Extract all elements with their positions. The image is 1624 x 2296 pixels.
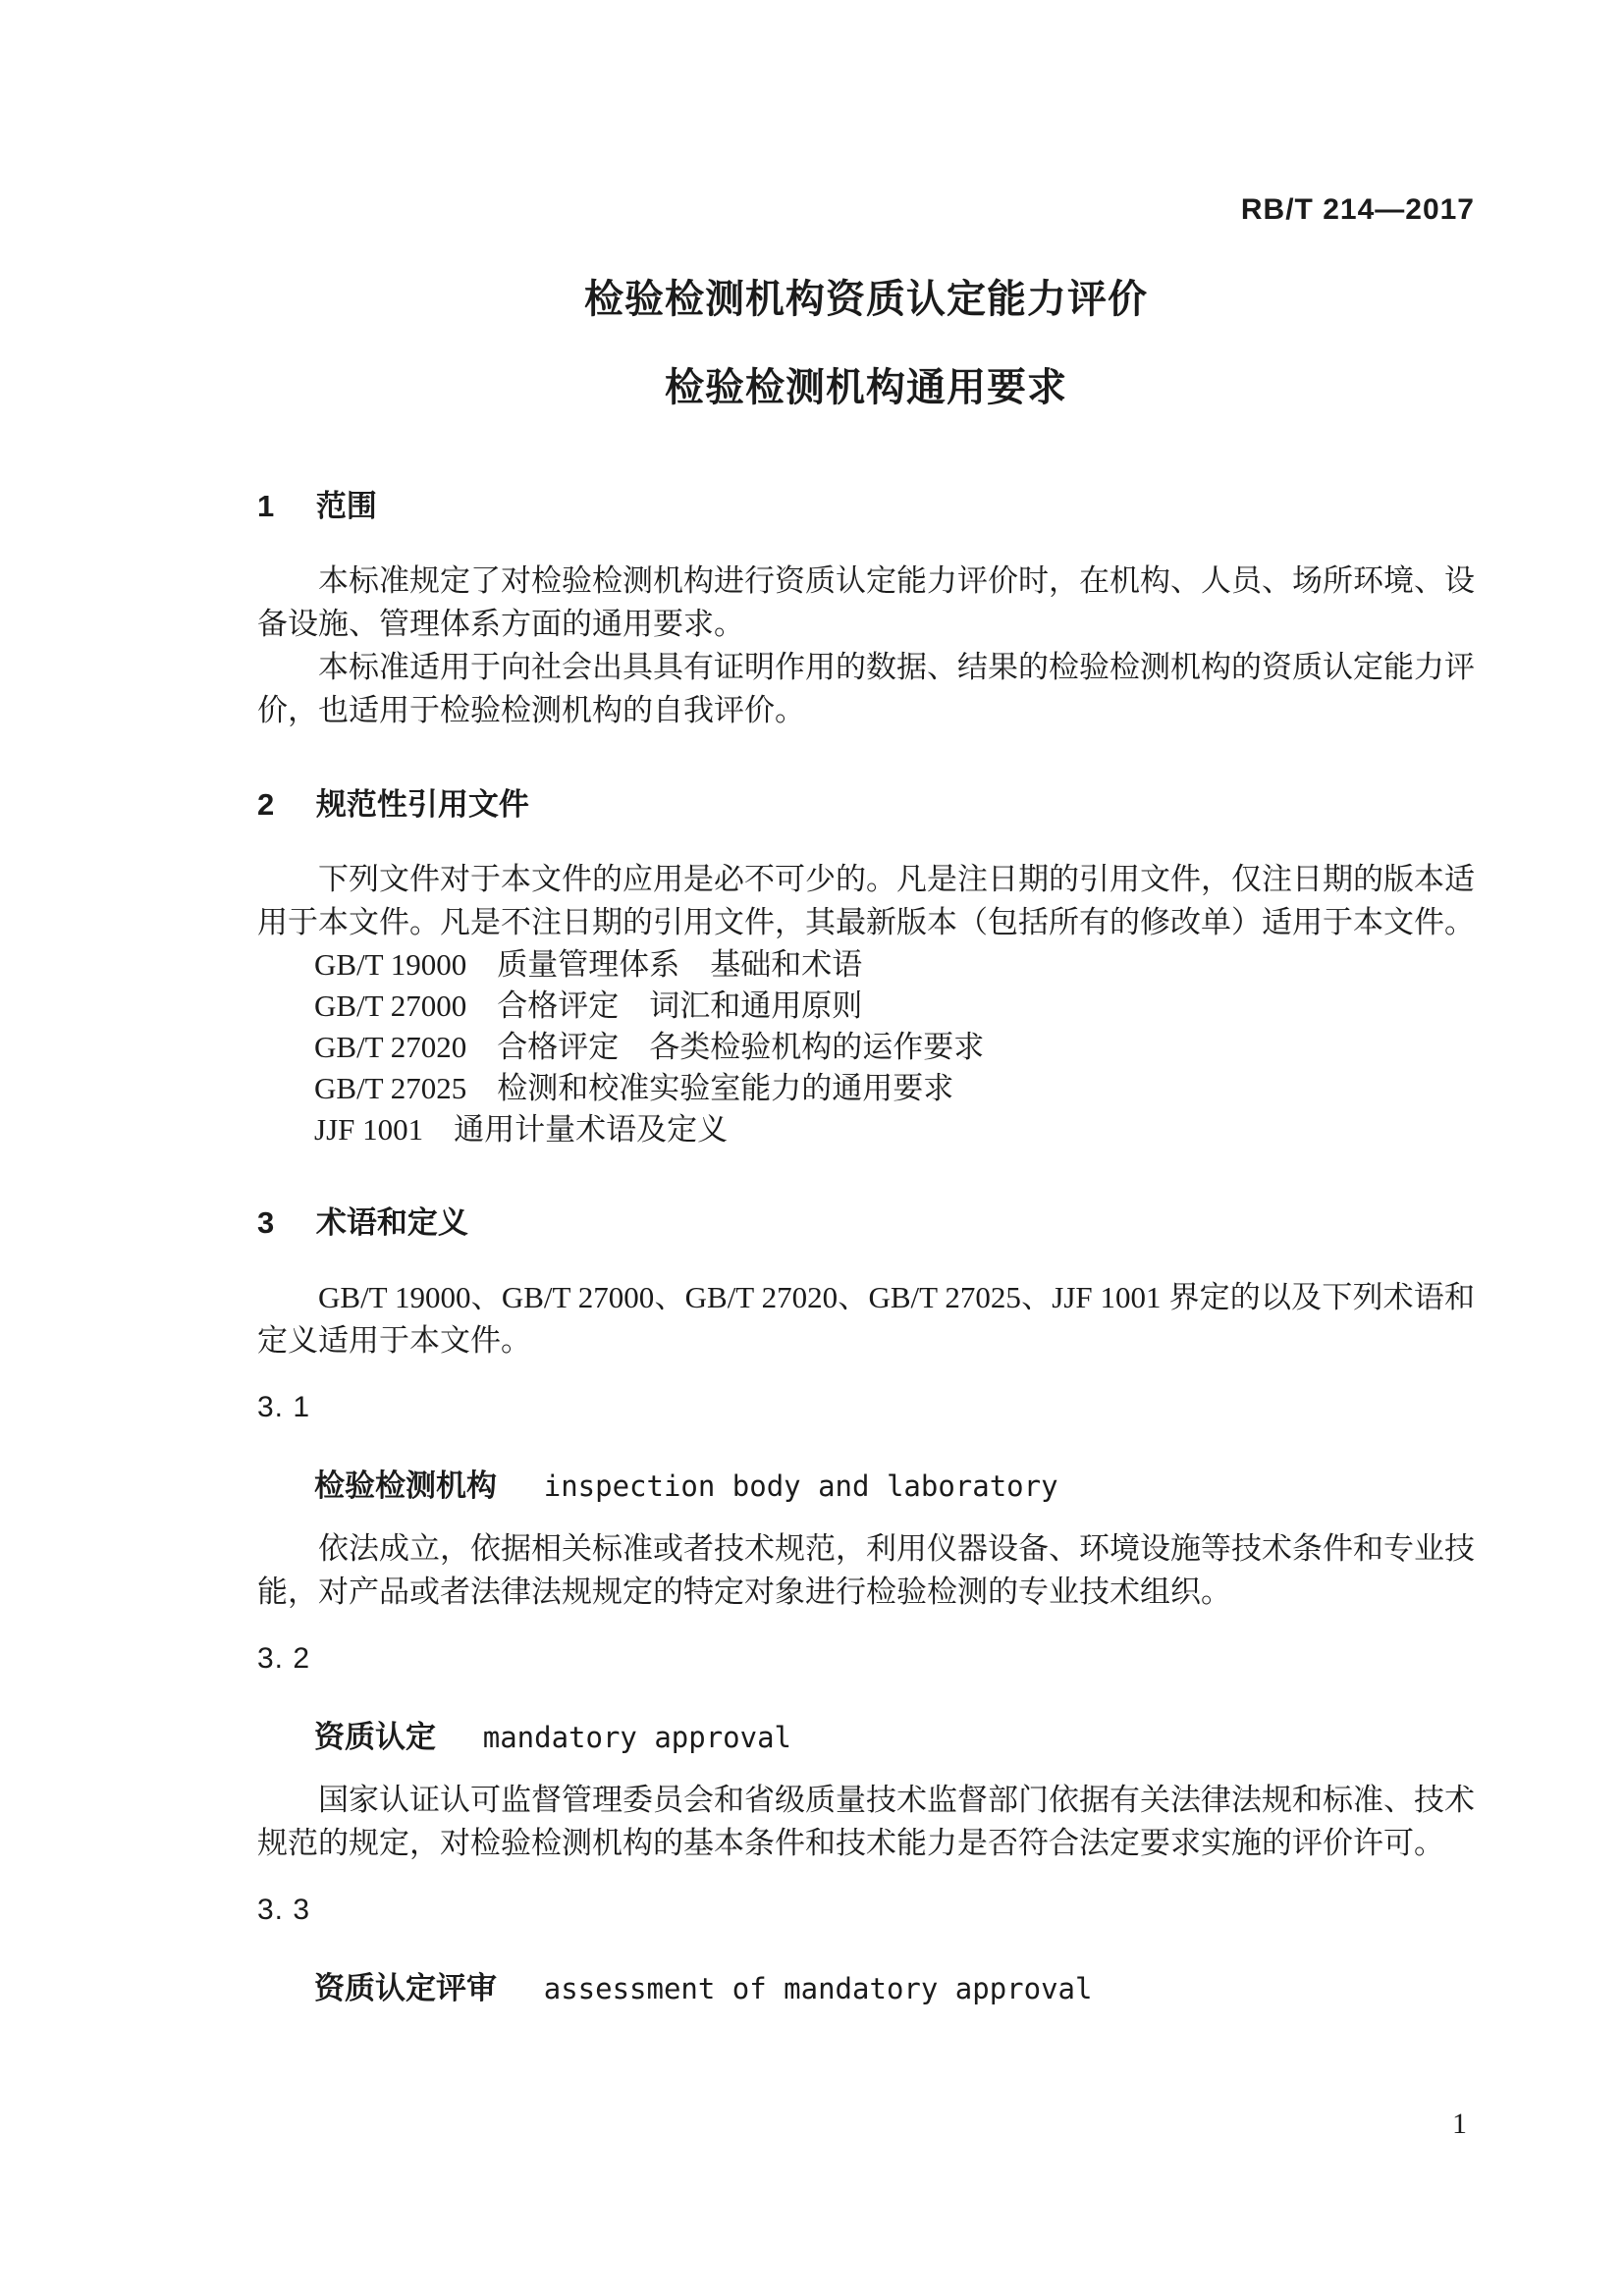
section-3-title: 术语和定义 [315,1205,468,1240]
section-1-number: 1 [257,489,275,523]
term-definition-3-2: 国家认证认可监督管理委员会和省级质量技术监督部门依据有关法律法规和标准、技术规范的规定，对检验检测机构的基本条件和技术能力是否符合法定要求实施的评价许可。 [257,1783,1475,1860]
reference-item: GB/T 27000 合格评定 词汇和通用原则 [314,988,863,1023]
term-english: assessment of mandatory approval [543,1972,1093,2005]
term-entry-3-1 [257,1465,1475,1508]
term-chinese: 检验检测机构 [314,1468,497,1503]
term-entry-3-2 [257,1716,1475,1759]
section-2-heading [257,783,1475,827]
section-1-heading [257,485,1475,528]
term-entry-3-3 [257,1967,1475,2010]
document-title-line2: 检验检测机构通用要求 [665,366,1067,409]
section-1-paragraph-1: 本标准规定了对检验检测机构进行资质认定能力评价时，在机构、人员、场所环境、设备设施、管理体系方面的通用要求。 [257,563,1475,641]
section-3-heading [257,1201,1475,1245]
page-content [257,0,1475,2010]
section-1-title: 范围 [315,489,377,523]
term-chinese: 资质认定 [314,1720,436,1754]
reference-item: JJF 1001 通用计量术语及定义 [314,1112,729,1147]
normative-reference-list [257,944,1475,1150]
clause-number-3-1: 3. 1 [257,1391,311,1423]
term-english: mandatory approval [482,1721,792,1754]
document-title-line1: 检验检测机构资质认定能力评价 [584,278,1148,321]
clause-number-3-2: 3. 2 [257,1642,311,1675]
reference-item: GB/T 27020 合格评定 各类检验机构的运作要求 [314,1030,985,1064]
clause-number-3-3: 3. 3 [257,1894,311,1926]
term-definition-3-1: 依法成立，依据相关标准或者技术规范，利用仪器设备、环境设施等技术条件和专业技能，对产品或者法律法规规定的特定对象进行检验检测的专业技术组织。 [257,1531,1475,1609]
section-2-paragraph-1: 下列文件对于本文件的应用是必不可少的。凡是注日期的引用文件，仅注日期的版本适用于本文件。凡是不注日期的引用文件，其最新版本（包括所有的修改单）适用于本文件。 [257,862,1475,939]
section-3-paragraph-1: GB/T 19000、GB/T 27000、GB/T 27020、GB/T 27025、JJF 1001 界定的以及下列术语和定义适用于本文件。 [257,1280,1475,1358]
reference-item: GB/T 19000 质量管理体系 基础和术语 [314,947,863,982]
page-number: 1 [1452,2108,1467,2140]
standard-number: RB/T 214—2017 [1240,193,1475,226]
section-1-paragraph-2: 本标准适用于向社会出具具有证明作用的数据、结果的检验检测机构的资质认定能力评价，也适用于检验检测机构的自我评价。 [257,650,1475,727]
term-english: inspection body and laboratory [543,1469,1058,1503]
reference-item: GB/T 27025 检测和校准实验室能力的通用要求 [314,1071,954,1105]
term-chinese: 资质认定评审 [314,1971,497,2005]
section-2-number: 2 [257,787,275,822]
section-2-title: 规范性引用文件 [315,787,529,822]
section-3-number: 3 [257,1205,275,1240]
